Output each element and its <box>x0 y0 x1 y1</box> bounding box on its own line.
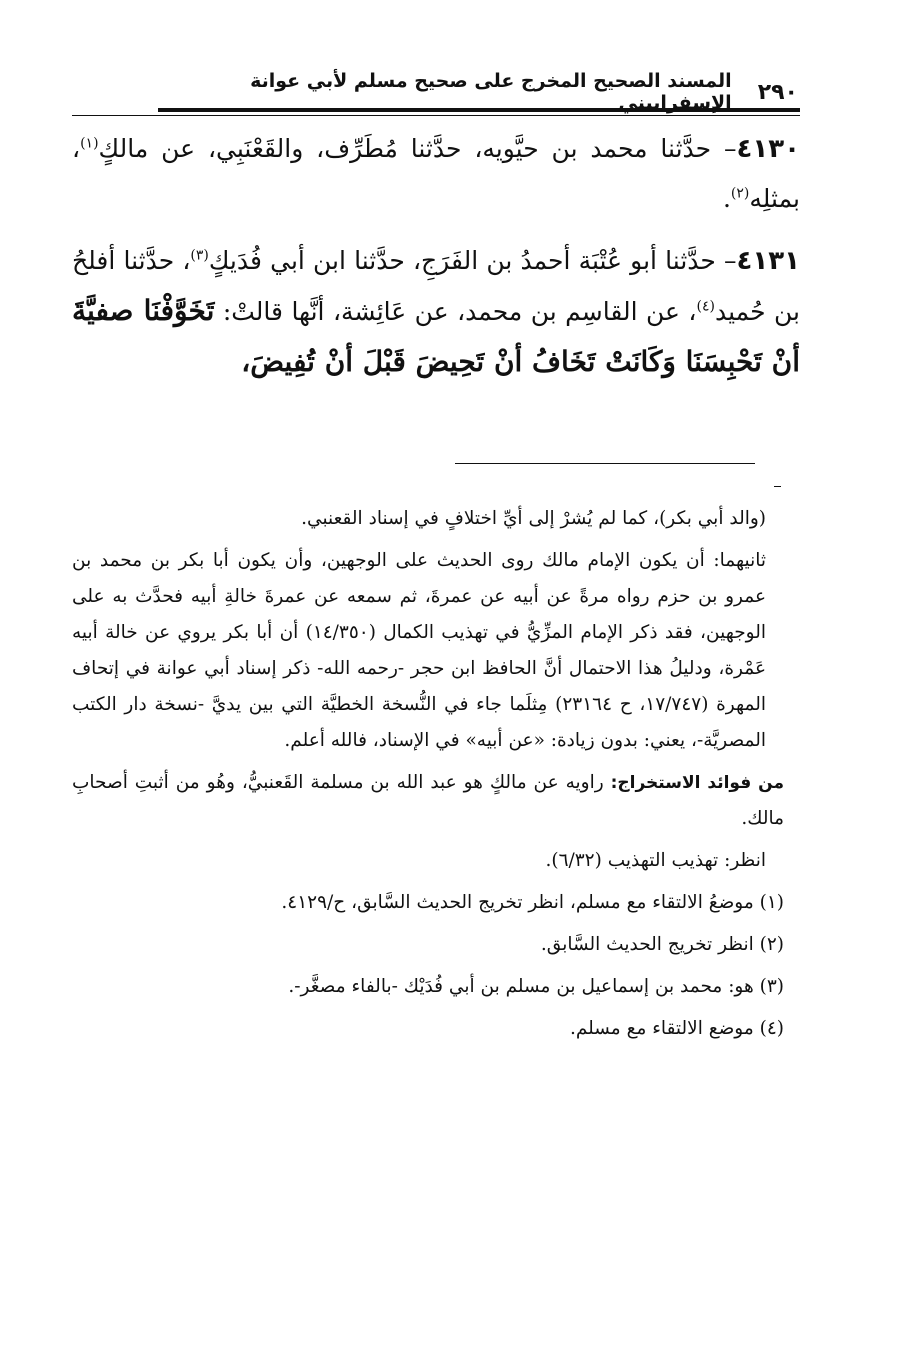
footnote-2: (٢) انظر تخريج الحديث السَّابق. <box>540 934 784 955</box>
hadith-text: ، عن القاسِم بن محمد، عن عَائِشة، أنَّها قالتْ: <box>222 297 697 326</box>
header-rule-thick <box>158 108 800 112</box>
benefits-label: من فوائد الاستخراج: <box>610 773 785 793</box>
extraction-benefits <box>72 765 784 837</box>
continuation-mark <box>774 486 781 487</box>
page-number: ٢٩٠ <box>757 79 798 105</box>
hadith-number: ٤١٣١ <box>736 246 801 276</box>
hadith-dash: – <box>724 134 737 163</box>
book-title: المسند الصحيح المخرج على صحيح مسلم لأبي عوانة الإسفراييني <box>250 70 732 114</box>
note-paragraph: ثانيهما: أن يكون الإمام مالك روى الحديث على الوجهين، وأن يكون أبا بكر بن محمد بن عمرو بن حزم رواه مرةً عن أبيه عن عمرةَ، ثم سمعه عن عمرةَ خالةِ أبيه فحدَّث به على الوجهين، فقد ذكر الإمام المزِّيُّ في تهذيب الكمال (١٤/٣٥٠) أن أبا بكر يروي عن خالة أبيه عَمْرة، ودليلُ هذا الاحتمال أنَّ الحافظ ابن حجر -رحمه الله- ذكر إسناد أبي عوانة في إتحاف المهرة (١٧/٧٤٧، ح ٢٣١٦٤) مِثلَما جاء في النُّسخة الخطيَّة التي بين يديَّ -نسخة دار الكتب المصريَّة-، يعني: بدون زيادة: «عن أبيه» في الإسناد، فالله أعلم. <box>72 550 766 751</box>
benefits-text: راويه عن مالكٍ هو عبد الله بن مسلمة القَعنبيُّ، وهُو من أثبتِ أصحابِ مالك. <box>72 772 784 829</box>
footnote-ref-3: (٣) <box>190 247 209 264</box>
footnote-3: (٣) هو: محمد بن إسماعيل بن مسلم بن أبي فُدَيْك -بالفاء مصغَّر-. <box>288 976 784 997</box>
footnote-ref-2: (٢) <box>730 185 750 202</box>
note-paragraph: (والد أبي بكر)، كما لم يُشرْ إلى أيِّ اختلافٍ في إسناد القعنبي. <box>301 508 766 529</box>
hadith-4131 <box>72 236 800 388</box>
hadith-text: . <box>722 184 731 213</box>
hadith-matn: تَخَوَّفْنَا صفيَّةَ أنْ تَحْبِسَنَا وَكَانَتْ تَخَافُ أنْ تَحِيضَ قَبْلَ أنْ تُفِيضَ، <box>72 294 800 378</box>
main-text <box>72 124 800 400</box>
hadith-text: ، حدَّثنا أفلحُ بن حُميد <box>72 246 800 326</box>
hadith-dash: – <box>724 246 737 275</box>
footnote-4: (٤) موضع الالتقاء مع مسلم. <box>569 1018 784 1039</box>
running-header <box>160 70 798 114</box>
footnote-ref-1: (١) <box>80 135 99 152</box>
footnote-1: (١) موضعُ الالتقاء مع مسلم، انظر تخريج الحديث السَّابق، ح/٤١٢٩. <box>281 892 784 913</box>
footnote-separator <box>455 463 755 464</box>
hadith-number: ٤١٣٠ <box>736 134 800 164</box>
header-rule-thin <box>72 115 800 116</box>
hadith-text: حدَّثنا محمد بن حيَّويه، حدَّثنا مُطَرِّف، والقَعْنَبِي، عن مالكٍ <box>98 134 712 163</box>
footnote-ref-4: (٤) <box>696 298 715 315</box>
hadith-text: ، بمثلِه <box>72 134 800 213</box>
see-reference: انظر: تهذيب التهذيب (٦/٣٢). <box>545 850 766 871</box>
hadith-4130 <box>72 124 800 224</box>
footnotes <box>72 501 784 1053</box>
hadith-text: حدَّثنا أبو عُتْبَة أحمدُ بن الفَرَجِ، حدَّثنا ابن أبي فُدَيكٍ <box>208 246 716 275</box>
